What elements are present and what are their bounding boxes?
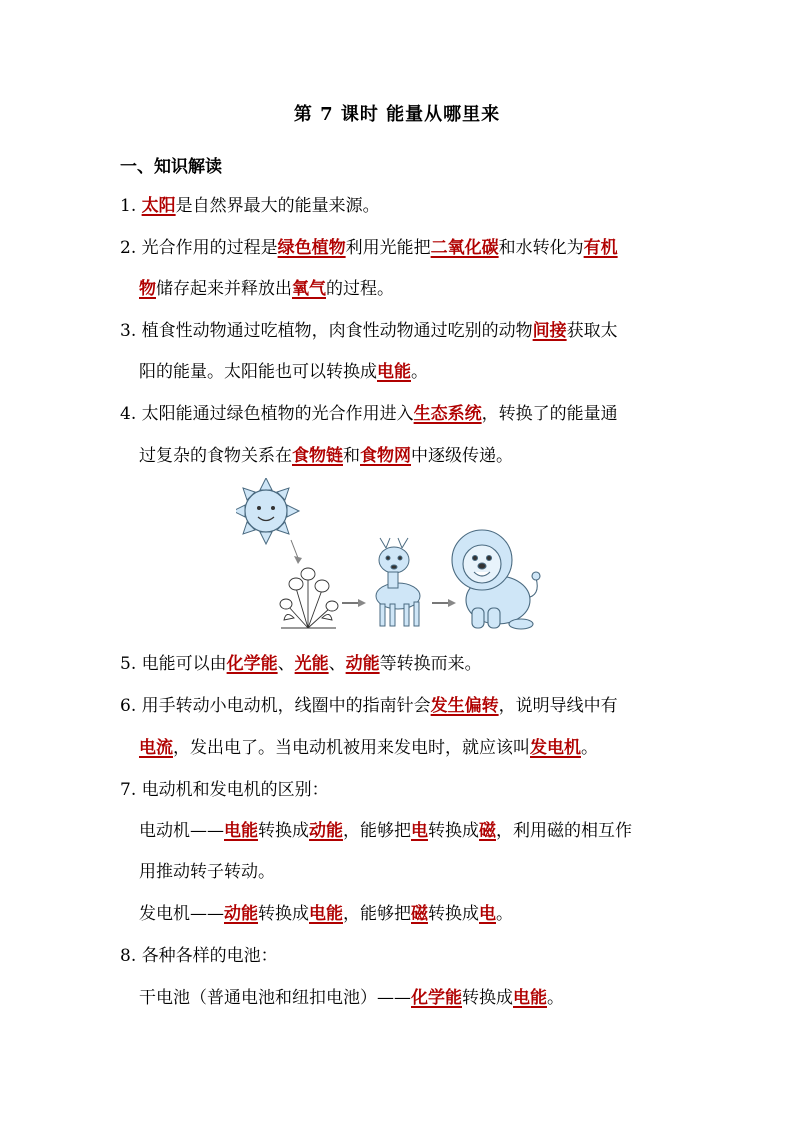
answer-text: 间接: [532, 321, 567, 341]
answer-text: 电流: [139, 738, 173, 758]
answer-text: 光能: [294, 654, 329, 674]
text-segment: 过复杂的食物关系在: [139, 446, 292, 466]
answer-text: 发生偏转: [430, 696, 499, 716]
text-segment: 发电机——: [139, 904, 224, 924]
text-segment: 6. 用手转动小电动机，线圈中的指南针会: [120, 696, 431, 716]
text-segment: 用推动转子转动。: [139, 862, 275, 882]
text-line: [120, 404, 618, 424]
text-line: [139, 738, 598, 758]
text-segment: ，利用磁的相互作: [496, 821, 632, 841]
text-segment: 是自然界最大的能量来源。: [175, 196, 380, 216]
answer-text: 化学能: [411, 988, 462, 1008]
text-line: [120, 238, 618, 258]
text-segment: 阳的能量。太阳能也可以转换成: [139, 362, 377, 382]
text-segment: 。: [411, 362, 428, 382]
answer-text: 化学能: [226, 654, 278, 674]
answer-text: 动能: [309, 821, 343, 841]
text-segment: 2. 光合作用的过程是: [120, 238, 278, 258]
text-segment: 转换成: [428, 821, 479, 841]
food-chain-illustration: [236, 478, 556, 638]
text-segment: 电动机——: [139, 821, 224, 841]
text-line: [120, 696, 618, 716]
plant-icon: [280, 568, 338, 628]
text-line: [139, 446, 513, 466]
text-segment: 7. 电动机和发电机的区别：: [120, 780, 329, 800]
text-segment: 。: [547, 988, 564, 1008]
text-line: [139, 862, 275, 882]
text-segment: 1.: [120, 196, 142, 216]
answer-text: 电能: [513, 988, 547, 1008]
text-segment: ，能够把: [343, 904, 411, 924]
answer-text: 生态系统: [413, 404, 482, 424]
answer-text: 食物网: [360, 446, 411, 466]
text-segment: 转换成: [258, 821, 309, 841]
text-line: [139, 362, 428, 382]
answer-text: 磁: [411, 904, 428, 924]
text-segment: ，发出电了。当电动机被用来发电时，就应该叫: [173, 738, 530, 758]
arrow-down-icon: [291, 540, 302, 564]
text-segment: 储存起来并释放出: [156, 279, 292, 299]
text-line: [120, 654, 482, 674]
text-line: [120, 196, 380, 216]
text-line: [139, 279, 394, 299]
text-segment: 转换成: [428, 904, 479, 924]
text-line: [139, 988, 564, 1008]
text-line: [139, 904, 513, 924]
answer-text: 电能: [309, 904, 343, 924]
answer-text: 绿色植物: [277, 238, 346, 258]
text-segment: 获取太: [566, 321, 618, 341]
text-line: [120, 321, 618, 341]
text-segment: 和水转化为: [498, 238, 584, 258]
text-line: [120, 946, 278, 966]
arrow-right-icon: [342, 599, 366, 607]
text-line: [120, 780, 329, 800]
text-segment: 3. 植食性动物通过吃植物，肉食性动物通过吃别的动物: [120, 321, 533, 341]
answer-text: 电: [479, 904, 496, 924]
text-segment: 干电池（普通电池和纽扣电池）——: [139, 988, 411, 1008]
text-segment: ，能够把: [343, 821, 411, 841]
answer-text: 发电机: [530, 738, 581, 758]
answer-text: 电能: [377, 362, 411, 382]
text-segment: 、: [277, 654, 295, 674]
text-segment: 。: [496, 904, 513, 924]
answer-text: 二氧化碳: [430, 238, 499, 258]
text-line: [139, 821, 632, 841]
answer-text: 磁: [479, 821, 496, 841]
text-segment: ，转换了的能量通: [481, 404, 618, 424]
text-segment: 的过程。: [326, 279, 394, 299]
answer-text: 氧气: [292, 279, 326, 299]
text-segment: 中逐级传递。: [411, 446, 513, 466]
page-title: 第 7 课时 能量从哪里来: [293, 104, 501, 125]
answer-text: 物: [139, 279, 156, 299]
text-segment: 等转换而来。: [379, 654, 482, 674]
answer-text: 有机: [583, 238, 618, 258]
answer-text: 动能: [345, 654, 380, 674]
answer-text: 动能: [224, 904, 258, 924]
text-segment: 8. 各种各样的电池：: [120, 946, 278, 966]
sun-icon: [236, 478, 299, 544]
answer-text: 电能: [224, 821, 258, 841]
answer-text: 太阳: [141, 196, 176, 216]
answer-text: 电: [411, 821, 428, 841]
answer-text: 食物链: [292, 446, 343, 466]
text-segment: 利用光能把: [345, 238, 431, 258]
text-segment: 4. 太阳能通过绿色植物的光合作用进入: [120, 404, 414, 424]
text-segment: 。: [581, 738, 598, 758]
deer-icon: [376, 538, 420, 626]
text-segment: 5. 电能可以由: [120, 654, 227, 674]
arrow-right-icon: [432, 599, 456, 607]
lion-icon: [452, 530, 540, 629]
text-segment: 和: [343, 446, 360, 466]
text-segment: 转换成: [462, 988, 513, 1008]
text-segment: 转换成: [258, 904, 309, 924]
text-segment: ，说明导线中有: [498, 696, 618, 716]
text-segment: 、: [328, 654, 346, 674]
section-heading: 一、知识解读: [120, 157, 222, 177]
